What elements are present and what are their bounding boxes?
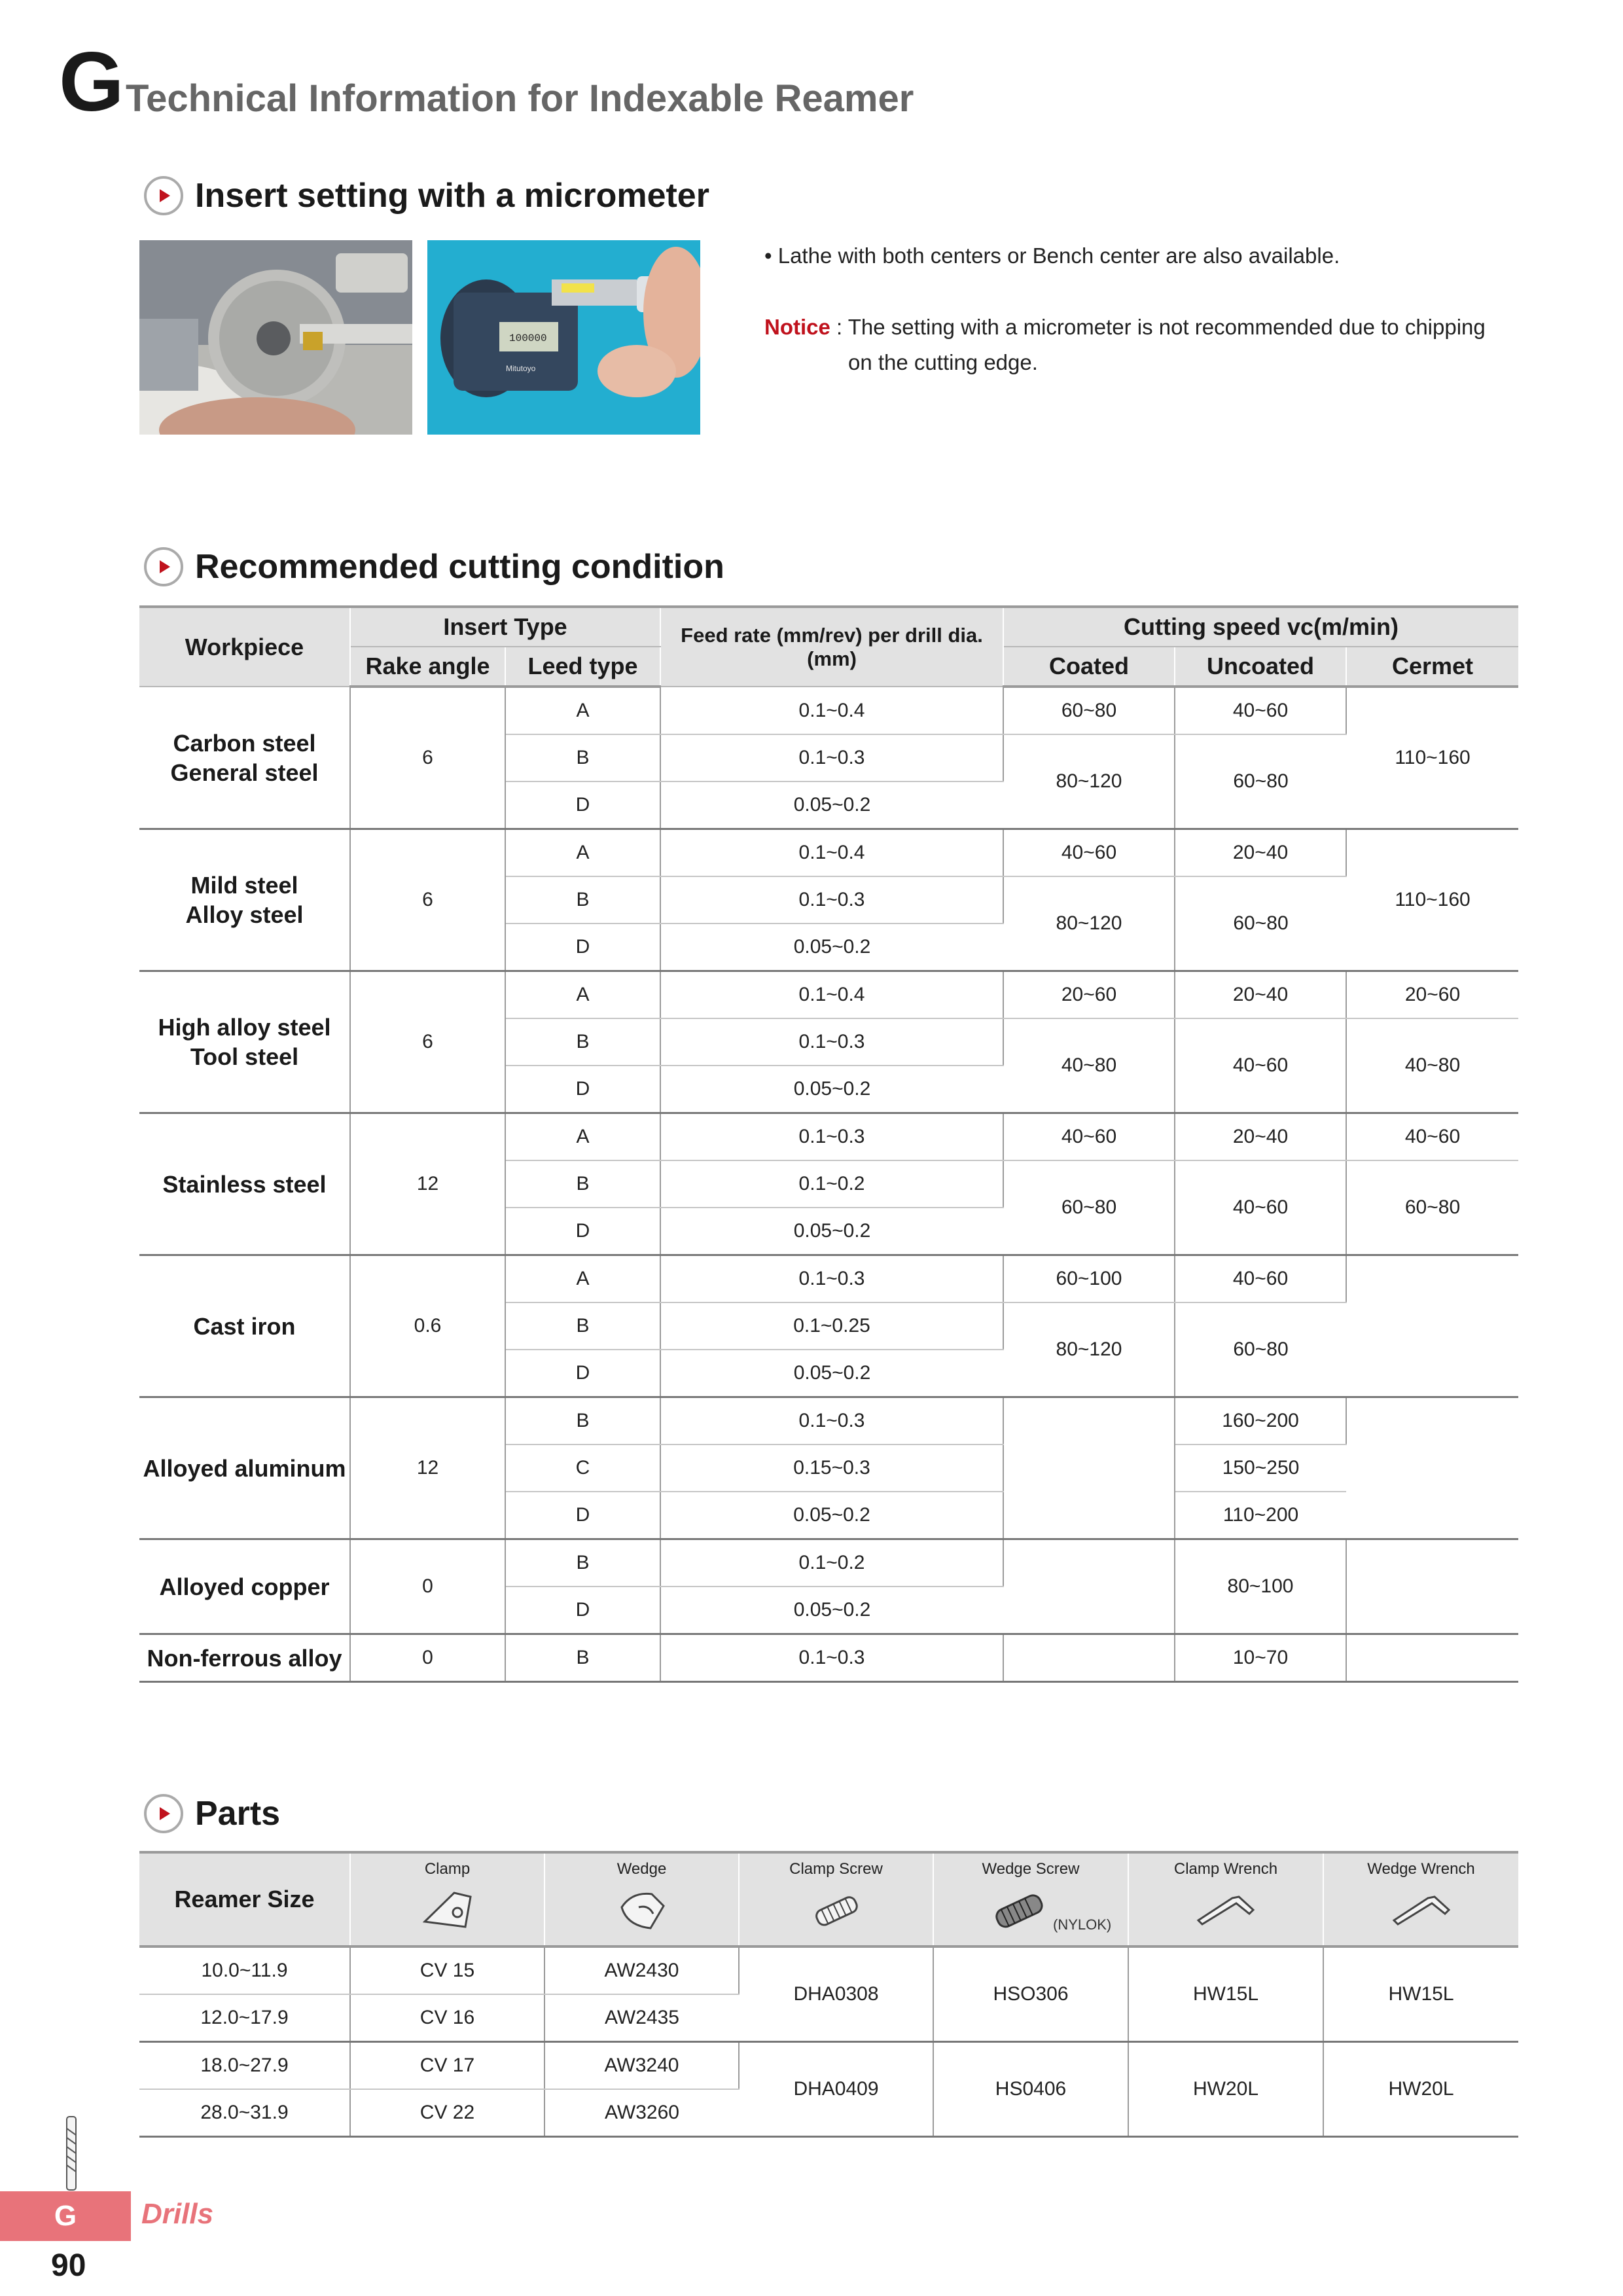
leed-cell: D: [505, 1208, 660, 1255]
feed-cell: 0.1~0.3: [660, 734, 1003, 781]
micrometer-brand: Mitutoyo: [506, 364, 536, 373]
rake-angle-cell: 6: [350, 971, 505, 1113]
wedge-cell: AW2430: [544, 1946, 739, 1994]
feed-cell: 0.05~0.2: [660, 1066, 1003, 1113]
header-wedge-screw-label: Wedge Screw: [982, 1860, 1080, 1878]
coated-cell: 60~100: [1003, 1255, 1175, 1303]
rake-angle-cell: 0: [350, 1539, 505, 1634]
coated-cell: 40~60: [1003, 1113, 1175, 1161]
leed-cell: B: [505, 1160, 660, 1208]
feed-cell: 0.15~0.3: [660, 1444, 1003, 1492]
cermet-cell: 60~80: [1346, 1160, 1518, 1255]
chapter-tab: G: [0, 2191, 131, 2241]
clamp-screw-icon: [804, 1888, 869, 1933]
feed-cell: 0.05~0.2: [660, 924, 1003, 971]
section-title: Insert setting with a micrometer: [195, 177, 709, 215]
uncoated-cell: 40~60: [1175, 1160, 1346, 1255]
uncoated-cell: 40~60: [1175, 1255, 1346, 1303]
uncoated-cell: 150~250: [1175, 1444, 1346, 1492]
leed-cell: B: [505, 876, 660, 924]
feed-cell: 0.1~0.2: [660, 1539, 1003, 1587]
leed-cell: B: [505, 1539, 660, 1587]
reamer-size-cell: 12.0~17.9: [139, 1994, 350, 2042]
wedge-screw-icon: [986, 1888, 1052, 1933]
wedge-wrench-icon: [1389, 1888, 1454, 1927]
clamp-screw-cell: DHA0308: [739, 1946, 933, 2042]
feed-cell: 0.1~0.3: [660, 1255, 1003, 1303]
drill-icon: [62, 2115, 81, 2191]
coated-cell-empty: [1003, 1397, 1175, 1539]
leed-cell: D: [505, 1350, 660, 1397]
workpiece-name: Mild steel: [190, 872, 298, 899]
leed-cell: D: [505, 1492, 660, 1539]
workpiece-cell: [139, 687, 350, 829]
micrometer-photo-1: [139, 240, 412, 435]
cermet-cell: 20~60: [1346, 971, 1518, 1019]
table-row: [139, 829, 1518, 877]
leed-cell: D: [505, 924, 660, 971]
feed-cell: 0.1~0.4: [660, 971, 1003, 1019]
coated-cell: 40~60: [1003, 829, 1175, 877]
workpiece-name: Alloy steel: [185, 901, 304, 928]
feed-cell: 0.05~0.2: [660, 1208, 1003, 1255]
header-cutting-speed: Cutting speed vc(m/min): [1003, 607, 1518, 647]
wedge-cell: AW3260: [544, 2089, 739, 2137]
wedge-screw-cell: HS0406: [933, 2042, 1128, 2137]
table-row: [139, 2042, 1518, 2090]
leed-cell: B: [505, 1018, 660, 1066]
clamp-icon: [418, 1888, 477, 1933]
cutting-condition-table: [139, 605, 1518, 1683]
rake-angle-cell: 0: [350, 1634, 505, 1682]
coated-cell: 40~80: [1003, 1018, 1175, 1113]
workpiece-cell: [139, 829, 350, 971]
header-cermet: Cermet: [1346, 647, 1518, 687]
section-micrometer: [144, 176, 709, 215]
header-wedge-label: Wedge: [616, 1860, 667, 1878]
uncoated-cell: 20~40: [1175, 829, 1346, 877]
rake-angle-cell: 12: [350, 1397, 505, 1539]
micrometer-photo-2: [427, 240, 700, 435]
workpiece-name: Tool steel: [190, 1043, 299, 1070]
feed-cell: 0.05~0.2: [660, 1350, 1003, 1397]
wedge-screw-cell: HSO306: [933, 1946, 1128, 2042]
table-row: [139, 1634, 1518, 1682]
nylok-label: (NYLOK): [1053, 1916, 1112, 1933]
uncoated-cell: 110~200: [1175, 1492, 1346, 1539]
reamer-size-cell: 18.0~27.9: [139, 2042, 350, 2090]
wedge-wrench-cell: HW15L: [1323, 1946, 1518, 2042]
rake-angle-cell: 6: [350, 687, 505, 829]
section-parts: [144, 1794, 280, 1833]
coated-cell: 80~120: [1003, 1302, 1175, 1397]
leed-cell: A: [505, 687, 660, 734]
wedge-wrench-cell: HW20L: [1323, 2042, 1518, 2137]
uncoated-cell: 40~60: [1175, 687, 1346, 734]
header-clamp-screw-label: Clamp Screw: [789, 1860, 883, 1878]
header-rake-angle: Rake angle: [350, 647, 505, 687]
header-reamer-size: Reamer Size: [139, 1852, 350, 1946]
header-wedge: [544, 1852, 739, 1946]
uncoated-cell: 20~40: [1175, 1113, 1346, 1161]
table-row: [139, 1539, 1518, 1587]
clamp-wrench-cell: HW15L: [1128, 1946, 1323, 2042]
header-wedge-screw: [933, 1852, 1128, 1946]
workpiece-name: High alloy steel: [158, 1014, 331, 1041]
wedge-icon: [613, 1888, 671, 1933]
leed-cell: B: [505, 1302, 660, 1350]
feed-cell: 0.05~0.2: [660, 781, 1003, 829]
workpiece-cell: Stainless steel: [139, 1113, 350, 1255]
cermet-cell-empty: [1346, 1397, 1518, 1539]
clamp-cell: CV 17: [350, 2042, 544, 2090]
chapter-name: Drills: [141, 2198, 214, 2230]
rake-angle-cell: 6: [350, 829, 505, 971]
table-row: [139, 1397, 1518, 1445]
clamp-cell: CV 16: [350, 1994, 544, 2042]
leed-cell: D: [505, 1066, 660, 1113]
feed-cell: 0.1~0.3: [660, 1018, 1003, 1066]
micrometer-display: 100000: [509, 332, 547, 344]
parts-table: [139, 1851, 1518, 2138]
feed-cell: 0.1~0.25: [660, 1302, 1003, 1350]
coated-cell: 20~60: [1003, 971, 1175, 1019]
reamer-size-cell: 10.0~11.9: [139, 1946, 350, 1994]
leed-cell: B: [505, 734, 660, 781]
uncoated-cell: 60~80: [1175, 1302, 1346, 1397]
feed-cell: 0.1~0.4: [660, 829, 1003, 877]
header-insert-type: Insert Type: [350, 607, 660, 647]
clamp-screw-cell: DHA0409: [739, 2042, 933, 2137]
workpiece-name: General steel: [170, 759, 319, 786]
header-clamp-wrench: [1128, 1852, 1323, 1946]
play-circle-icon: [144, 1794, 183, 1833]
notice-text-1: : The setting with a micrometer is not recommended due to chipping: [830, 315, 1486, 339]
notice-text-2: on the cutting edge.: [848, 350, 1038, 374]
wedge-cell: AW2435: [544, 1994, 739, 2042]
coated-cell-empty: [1003, 1634, 1175, 1682]
leed-cell: A: [505, 971, 660, 1019]
header-uncoated: Uncoated: [1175, 647, 1346, 687]
page-title: Technical Information for Indexable Reamer: [126, 77, 914, 120]
uncoated-cell: 20~40: [1175, 971, 1346, 1019]
chapter-letter: G: [59, 35, 122, 129]
feed-cell: 0.1~0.3: [660, 1113, 1003, 1161]
feed-cell: 0.1~0.4: [660, 687, 1003, 734]
coated-cell: 80~120: [1003, 734, 1175, 829]
header-wedge-wrench: [1323, 1852, 1518, 1946]
workpiece-cell: Cast iron: [139, 1255, 350, 1397]
clamp-wrench-cell: HW20L: [1128, 2042, 1323, 2137]
coated-cell: 60~80: [1003, 1160, 1175, 1255]
uncoated-cell: 60~80: [1175, 876, 1346, 971]
feed-cell: 0.1~0.3: [660, 1397, 1003, 1445]
header-feed-rate: Feed rate (mm/rev) per drill dia.(mm): [660, 607, 1003, 687]
bullet-note: • Lathe with both centers or Bench center are also available.: [764, 243, 1340, 268]
section-title: Recommended cutting condition: [195, 548, 724, 586]
uncoated-cell: 40~60: [1175, 1018, 1346, 1113]
feed-cell: 0.1~0.2: [660, 1160, 1003, 1208]
workpiece-name: Carbon steel: [173, 729, 316, 757]
play-circle-icon: [144, 176, 183, 215]
reamer-size-cell: 28.0~31.9: [139, 2089, 350, 2137]
header-leed-type: Leed type: [505, 647, 660, 687]
uncoated-cell: 160~200: [1175, 1397, 1346, 1445]
header-workpiece: Workpiece: [139, 607, 350, 687]
leed-cell: B: [505, 1397, 660, 1445]
clamp-cell: CV 15: [350, 1946, 544, 1994]
leed-cell: A: [505, 829, 660, 877]
workpiece-cell: Alloyed copper: [139, 1539, 350, 1634]
table-row: [139, 1255, 1518, 1303]
header-clamp-wrench-label: Clamp Wrench: [1173, 1860, 1278, 1878]
workpiece-cell: [139, 971, 350, 1113]
table-row: [139, 1946, 1518, 1994]
table-row: [139, 1113, 1518, 1161]
clamp-cell: CV 22: [350, 2089, 544, 2137]
cermet-cell-empty: [1346, 1539, 1518, 1634]
notice-note: [764, 314, 1486, 342]
play-circle-icon: [144, 547, 183, 586]
feed-cell: 0.1~0.3: [660, 876, 1003, 924]
rake-angle-cell: 12: [350, 1113, 505, 1255]
page-number: 90: [51, 2248, 86, 2283]
feed-cell: 0.05~0.2: [660, 1587, 1003, 1634]
header-clamp-label: Clamp: [424, 1860, 471, 1878]
workpiece-cell: Alloyed aluminum: [139, 1397, 350, 1539]
cermet-cell: 110~160: [1346, 687, 1518, 829]
cermet-cell: 110~160: [1346, 829, 1518, 971]
section-title: Parts: [195, 1795, 281, 1833]
uncoated-cell: 10~70: [1175, 1634, 1346, 1682]
feed-cell: 0.1~0.3: [660, 1634, 1003, 1682]
leed-cell: D: [505, 1587, 660, 1634]
workpiece-cell: Non-ferrous alloy: [139, 1634, 350, 1682]
table-row: [139, 971, 1518, 1019]
feed-cell: 0.05~0.2: [660, 1492, 1003, 1539]
table-row: [139, 687, 1518, 734]
rake-angle-cell: 0.6: [350, 1255, 505, 1397]
section-cutting: [144, 547, 724, 586]
uncoated-cell: 80~100: [1175, 1539, 1346, 1634]
clamp-wrench-icon: [1193, 1888, 1258, 1927]
header-clamp-screw: [739, 1852, 933, 1946]
leed-cell: A: [505, 1255, 660, 1303]
cermet-cell-empty: [1346, 1634, 1518, 1682]
cermet-cell: 40~80: [1346, 1018, 1518, 1113]
coated-cell: 80~120: [1003, 876, 1175, 971]
cermet-cell-empty: [1346, 1255, 1518, 1397]
wedge-cell: AW3240: [544, 2042, 739, 2090]
header-coated: Coated: [1003, 647, 1175, 687]
leed-cell: D: [505, 781, 660, 829]
coated-cell-empty: [1003, 1539, 1175, 1634]
leed-cell: C: [505, 1444, 660, 1492]
notice-label: Notice: [764, 315, 830, 339]
leed-cell: A: [505, 1113, 660, 1161]
header-wedge-wrench-label: Wedge Wrench: [1367, 1860, 1475, 1878]
header-clamp: [350, 1852, 544, 1946]
leed-cell: B: [505, 1634, 660, 1682]
cermet-cell: 40~60: [1346, 1113, 1518, 1161]
uncoated-cell: 60~80: [1175, 734, 1346, 829]
coated-cell: 60~80: [1003, 687, 1175, 734]
